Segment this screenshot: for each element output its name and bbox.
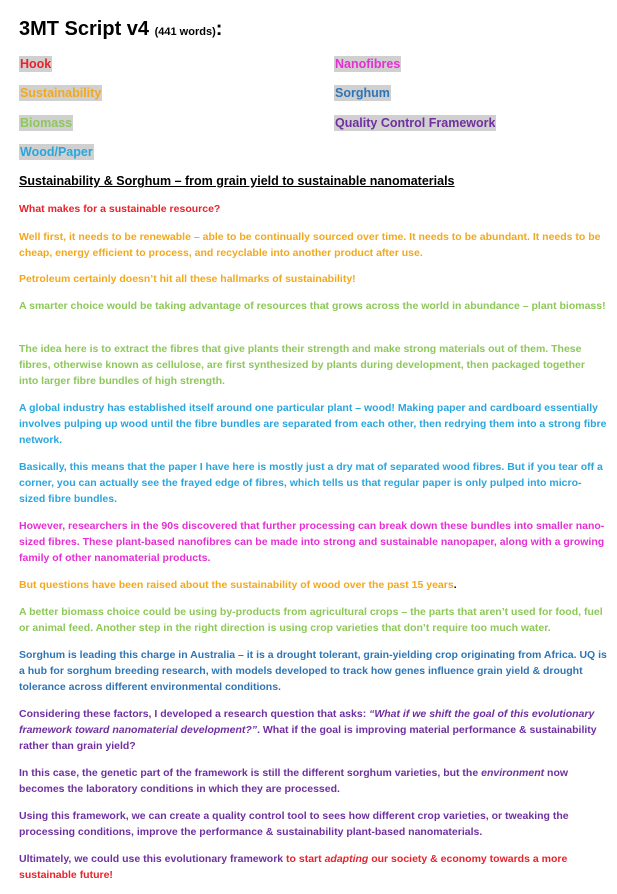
conclusion-text-b: to start (286, 853, 325, 865)
document-title (19, 18, 222, 41)
paragraph-wood-industry: A global industry has established itself around one particular plant – wood! Making paper and cardboard essentially involves pulping up wood until the fibre bundles are separated from each other, then redrying them into a strong fibre network. (19, 402, 607, 446)
research-question-intro: Considering these factors, I developed a research question that asks: (19, 708, 370, 720)
legend-quality-control-framework: Quality Control Framework (335, 116, 496, 130)
paragraph-plant-biomass: A smarter choice would be taking advantage of resources that grows across the world in abundance – plant biomass! (19, 300, 606, 312)
wood-sustainability-text: But questions have been raised about the sustainability of wood over the past 15 years (19, 579, 454, 591)
paragraph-conclusion (19, 851, 607, 883)
legend-hook: Hook (20, 57, 52, 71)
paragraph-fibre-extraction: The idea here is to extract the fibres that give plants their strength and make strong materials out of them. These fibres, otherwise known as cellulose, are first synthesized by plants during development, then packaged together into larger fibre bundles of high strength. (19, 343, 585, 387)
paragraph-sorghum: Sorghum is leading this charge in Australia – it is a drought tolerant, grain-yielding crop originating from Africa. UQ is a hub for sorghum breeding research, with models developed to track how genes influence grain yield & drought tolerance across different environmental conditions. (19, 649, 607, 693)
title-colon: : (215, 18, 223, 40)
paragraph-agricultural-byproducts: A better biomass choice could be using by-products from agricultural crops – the parts that aren’t used for food, fuel or animal feed. Another step in the right direction is using crop varieties that don’t require too much water. (19, 606, 603, 634)
research-question-followup: . What if the goal is improving material performance & sustainability rather than grain yield? (19, 724, 597, 752)
legend-sustainability: Sustainability (20, 86, 102, 100)
paragraph-hook-question: What makes for a sustainable resource? (19, 203, 221, 215)
paragraph-sustainability-criteria: Well first, it needs to be renewable – able to be continually sourced over time. It needs to be abundant. It needs to be cheap, energy efficient to process, and recyclable into another product after use. (19, 231, 601, 259)
conclusion-text-a: Ultimately, we could use this evolutionary framework (19, 853, 287, 865)
title-main: 3MT Script v4 (19, 18, 150, 40)
paragraph-framework-environment (19, 765, 607, 797)
paragraph-wood-sustainability (19, 577, 607, 593)
framework-environment-word: environment (481, 767, 545, 779)
research-question-quote: “What if we shift the goal of this evolutionary framework toward nanomaterial development?” (19, 708, 595, 736)
word-count: (441 words) (154, 26, 216, 38)
legend-biomass: Biomass (20, 116, 73, 130)
paragraph-paper-fibres: Basically, this means that the paper I have here is mostly just a dry mat of separated wood fibres. But if you tear off a corner, you can actually see the frayed edge of fibres, which tells us that regular paper is only pulped into micro-sized fibre bundles. (19, 461, 603, 505)
conclusion-adapting-word: adapting (324, 853, 369, 865)
paragraph-nanofibres: However, researchers in the 90s discovered that further processing can break down these bundles into smaller nano-sized fibres. These plant-based nanofibres can be made into strong and sustainable nanopaper, along with a growing family of other nanomaterial products. (19, 520, 605, 564)
section-heading: Sustainability & Sorghum – from grain yield to sustainable nanomaterials (19, 174, 455, 188)
wood-sustainability-period: . (453, 579, 457, 591)
framework-text-b: now becomes the laboratory conditions in which they are processed. (19, 767, 569, 795)
paragraph-quality-control-tool: Using this framework, we can create a quality control tool to sees how different crop varieties, or tweaking the processing conditions, improve the performance & sustainability plant-based nanomaterials. (19, 810, 569, 838)
legend-nanofibres: Nanofibres (335, 57, 401, 71)
legend-wood-paper: Wood/Paper (20, 145, 93, 159)
legend-sorghum: Sorghum (335, 86, 390, 100)
conclusion-text-c: our society & economy towards a more sustainable future! (19, 853, 568, 881)
framework-text-a: In this case, the genetic part of the framework is still the different sorghum varieties, but the (19, 767, 482, 779)
paragraph-research-question (19, 706, 607, 754)
paragraph-petroleum: Petroleum certainly doesn’t hit all these hallmarks of sustainability! (19, 273, 356, 285)
